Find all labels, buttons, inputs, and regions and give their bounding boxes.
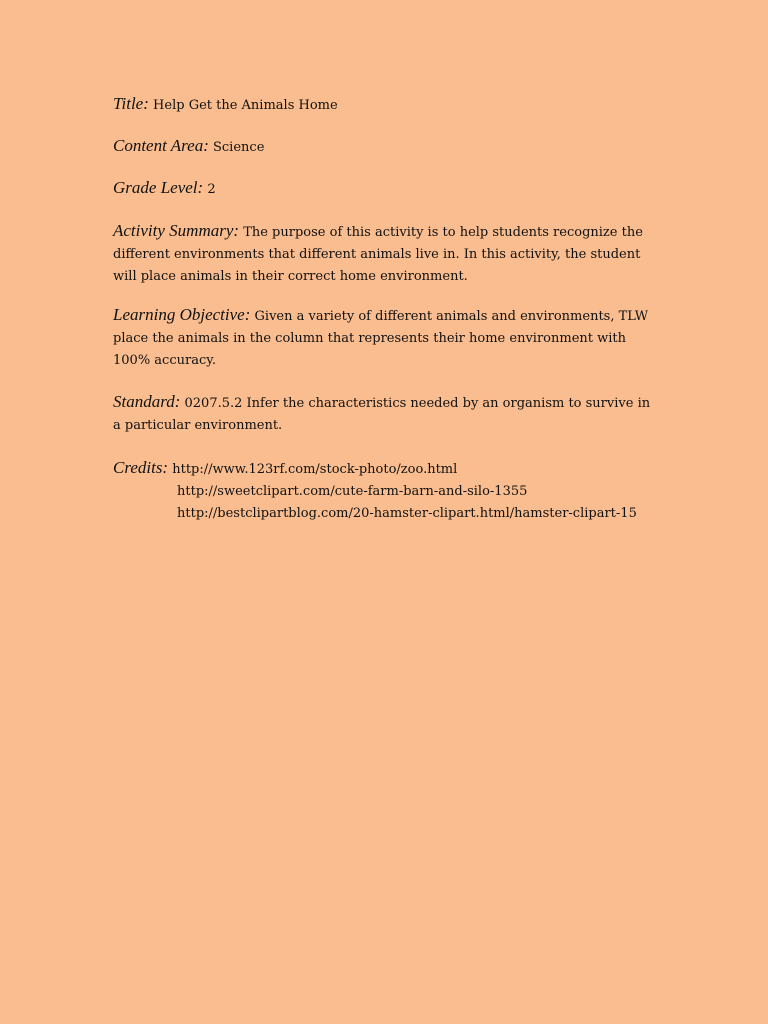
credits-label: Credits:: [113, 458, 169, 477]
standard-label: Standard:: [113, 392, 181, 411]
content-area-field: [113, 135, 658, 159]
content-area-value: Science: [213, 140, 265, 155]
grade-level-value: 2: [207, 182, 216, 197]
title-value: Help Get the Animals Home: [153, 98, 338, 113]
learning-objective-value: Given a variety of different animals and environments, TLW place the animals in the column that represents their home environment with 100% accuracy.: [113, 309, 649, 368]
standard-value: 0207.5.2 Infer the characteristics needed by an organism to survive in a particular environment.: [113, 396, 651, 433]
title-label: Title:: [113, 94, 149, 113]
learning-objective-field: [113, 304, 658, 372]
credit-link-2[interactable]: http://sweetclipart.com/cute-farm-barn-and-silo-1355: [177, 484, 528, 499]
standard-field: [113, 391, 658, 437]
content-area-label: Content Area:: [113, 136, 209, 155]
activity-summary-label: Activity Summary:: [113, 221, 240, 240]
grade-level-field: [113, 177, 658, 201]
credit-link-3[interactable]: http://bestclipartblog.com/20-hamster-clipart.html/hamster-clipart-15: [177, 506, 637, 521]
grade-level-label: Grade Level:: [113, 178, 204, 197]
title-field: [113, 93, 658, 117]
activity-summary-value: The purpose of this activity is to help students recognize the different environments that different animals live in. In this activity, the student will place animals in their correct home environment.: [113, 225, 643, 284]
learning-objective-label: Learning Objective:: [113, 305, 251, 324]
credits-field: [113, 457, 658, 525]
activity-summary-field: [113, 220, 658, 288]
credit-link-1[interactable]: http://www.123rf.com/stock-photo/zoo.html: [172, 462, 458, 477]
